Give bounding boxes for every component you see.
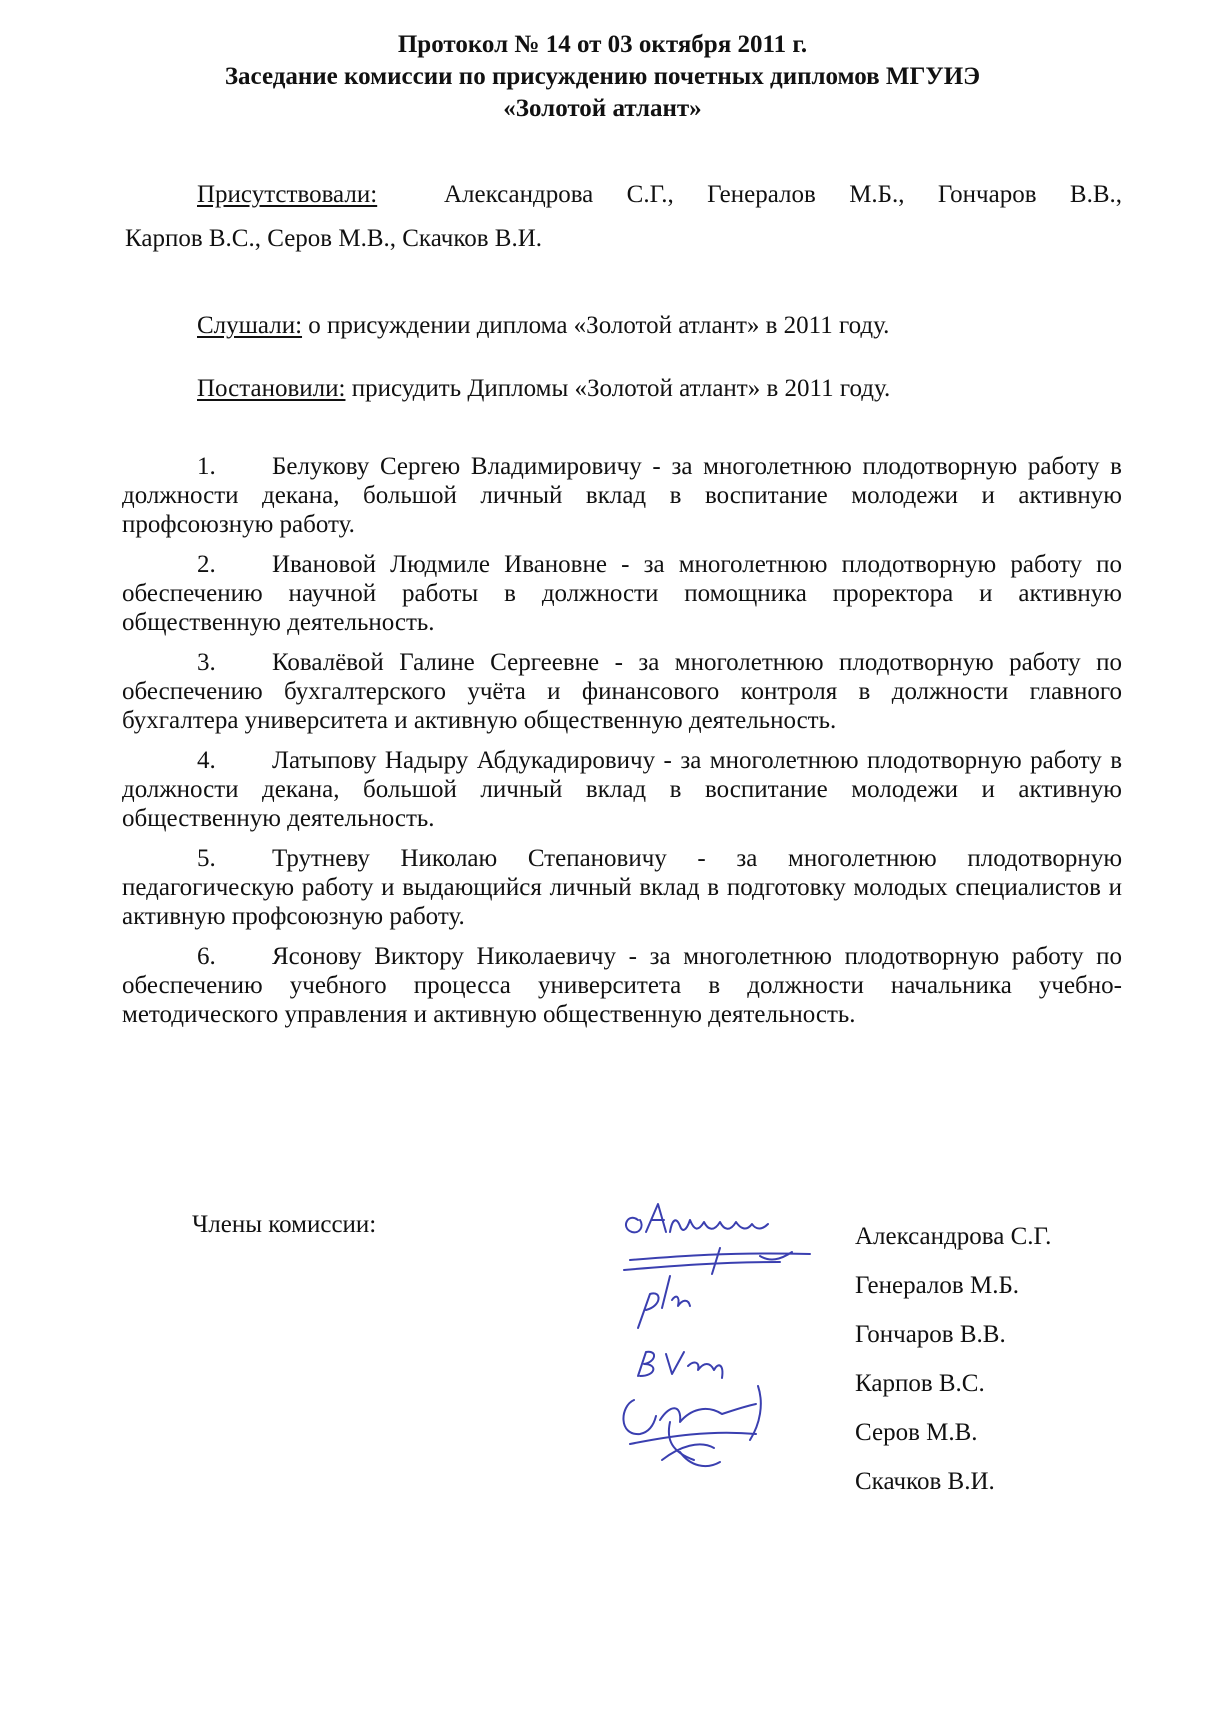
award-number: 5. bbox=[197, 845, 216, 872]
heard-paragraph bbox=[197, 311, 1122, 341]
member-name: Александрова С.Г. bbox=[855, 1223, 1052, 1250]
signature-serov bbox=[623, 1386, 760, 1440]
signature-generalov bbox=[624, 1248, 810, 1274]
award-item bbox=[122, 844, 1122, 931]
heard-label: Слушали: bbox=[197, 312, 303, 339]
award-text: Белукову Сергею Владимировичу - за многолетнюю плодотворную работу в должности декана, большой личный вклад в воспитание молодежи и активную профсоюзную работу. bbox=[122, 453, 1122, 538]
award-item bbox=[122, 942, 1122, 1029]
meeting-title: Заседание комиссии по присуждению почетных дипломов МГУИЭ bbox=[224, 63, 981, 90]
protocol-title: Протокол № 14 от 03 октября 2011 г. bbox=[397, 31, 808, 58]
award-item bbox=[122, 452, 1122, 539]
member-name: Генералов М.Б. bbox=[855, 1272, 1020, 1299]
members-list bbox=[855, 1212, 1051, 1506]
award-text: Трутневу Николаю Степановичу - за многолетнюю плодотворную педагогическую работу и выдающийся личный вклад в подготовку молодых специалистов и активную профсоюзную работу. bbox=[122, 845, 1122, 930]
member-name: Скачков В.И. bbox=[855, 1468, 995, 1495]
award-number: 4. bbox=[197, 747, 216, 774]
award-item bbox=[122, 550, 1122, 637]
present-line-2: Карпов В.С., Серов М.В., Скачков В.И. bbox=[125, 225, 543, 252]
award-text: Ковалёвой Галине Сергеевне - за многолетнюю плодотворную работу по обеспечению бухгалтерского учёта и финансового контроля в должности главного бухгалтера университета и активную общественную деятельность. bbox=[122, 649, 1122, 734]
award-item bbox=[122, 648, 1122, 735]
decided-label: Постановили: bbox=[197, 375, 346, 402]
present-line-1 bbox=[197, 180, 1122, 210]
award-number: 1. bbox=[197, 453, 216, 480]
handwritten-signatures bbox=[610, 1190, 850, 1500]
member-name: Серов М.В. bbox=[855, 1419, 978, 1446]
member-name: Гончаров В.В. bbox=[855, 1321, 1006, 1348]
award-number: 2. bbox=[197, 551, 216, 578]
decided-text: присудить Дипломы «Золотой атлант» в 2011 году. bbox=[351, 375, 891, 402]
member-name: Карпов В.С. bbox=[855, 1370, 985, 1397]
award-text: Ясонову Виктору Николаевичу - за многолетнюю плодотворную работу по обеспечению учебного процесса университета в должности начальника учебно-методического управления и активную общественную деятельность. bbox=[122, 943, 1122, 1028]
present-label: Присутствовали: bbox=[197, 181, 378, 208]
award-text: Латыпову Надыру Абдукадировичу - за многолетнюю плодотворную работу в должности декана, большой личный вклад в воспитание молодежи и активную общественную деятельность. bbox=[122, 747, 1122, 832]
award-text: Ивановой Людмиле Ивановне - за многолетнюю плодотворную работу по обеспечению научной работы в должности помощника проректора и активную общественную деятельность. bbox=[122, 551, 1122, 636]
awards-list bbox=[122, 452, 1122, 1040]
members-label: Члены комиссии: bbox=[192, 1211, 377, 1238]
signature-goncharov bbox=[638, 1276, 690, 1328]
award-number: 6. bbox=[197, 943, 216, 970]
signature-aleksandrova bbox=[626, 1204, 768, 1232]
decided-paragraph bbox=[197, 374, 1122, 404]
award-name: «Золотой атлант» bbox=[503, 95, 702, 122]
heard-text: о присуждении диплома «Золотой атлант» в 2011 году. bbox=[308, 312, 890, 339]
signatures-block bbox=[610, 1190, 850, 1500]
signature-karpov bbox=[638, 1352, 722, 1378]
present-text-1: Александрова С.Г., Генералов М.Б., Гончаров В.В., bbox=[443, 181, 1122, 208]
award-item bbox=[122, 746, 1122, 833]
award-number: 3. bbox=[197, 649, 216, 676]
